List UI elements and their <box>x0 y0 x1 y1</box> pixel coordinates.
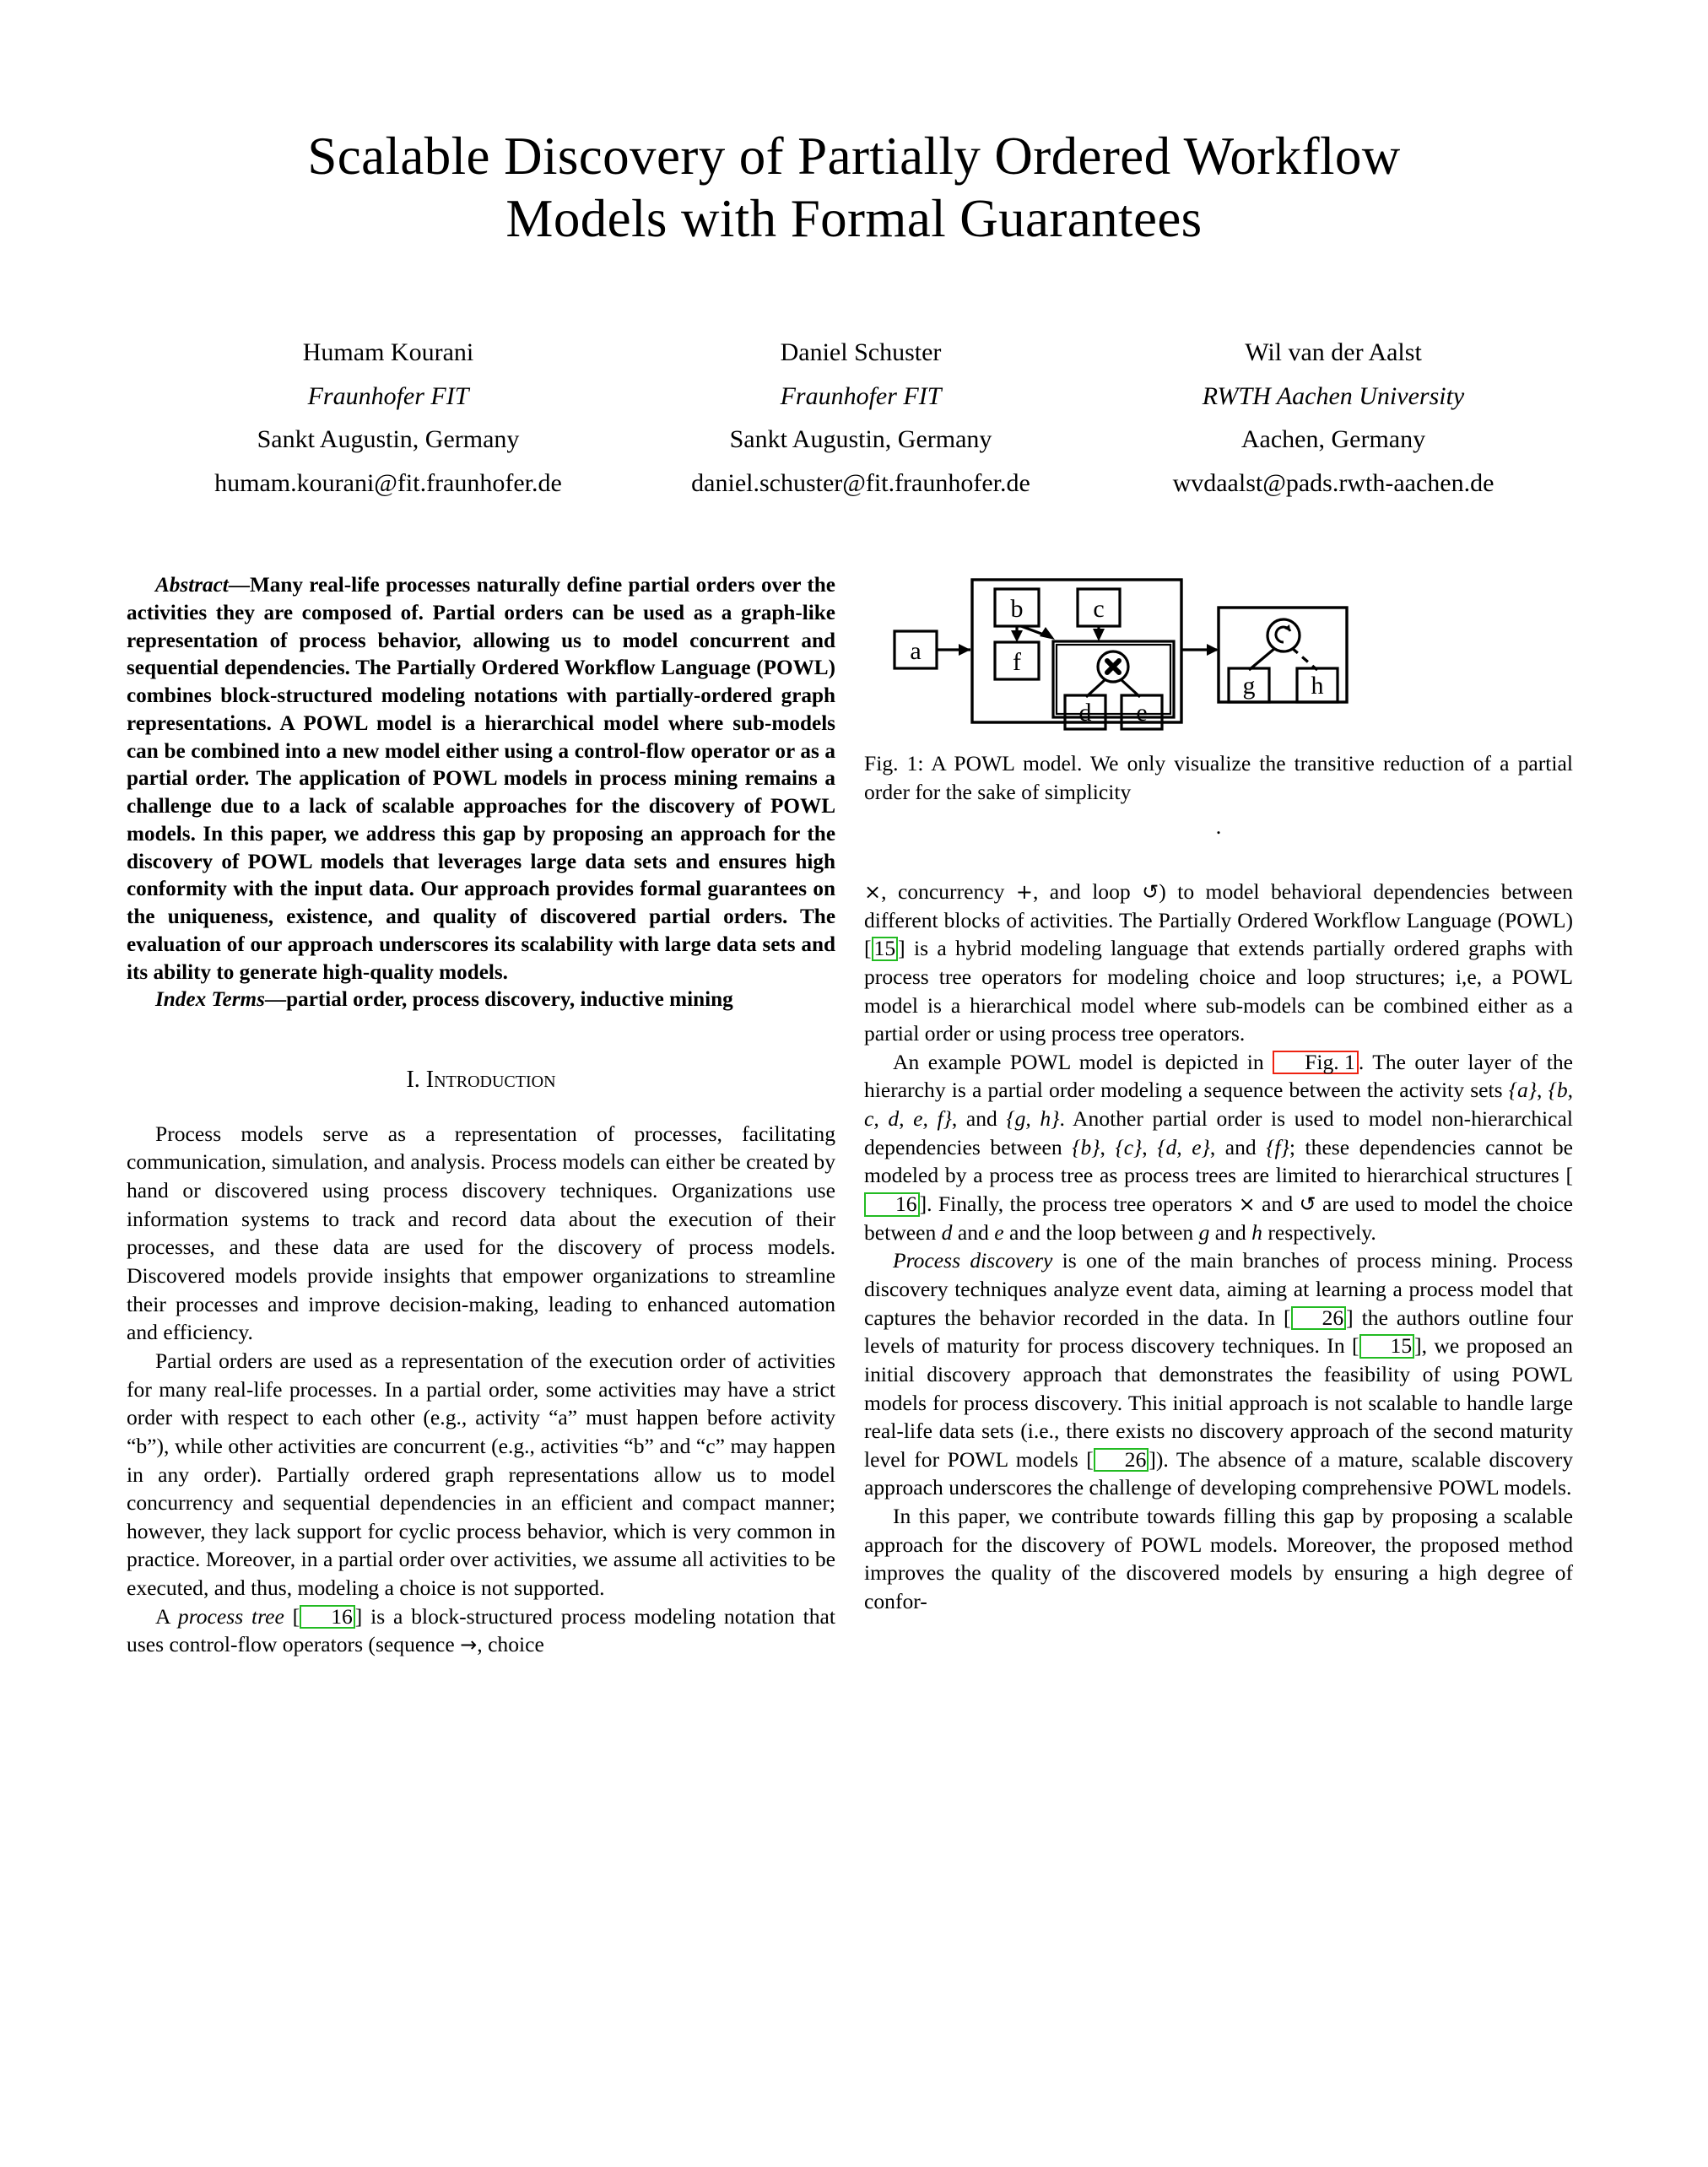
section-heading-introduction <box>127 1065 835 1096</box>
index-terms-label: Index Terms <box>155 988 265 1012</box>
text-fragment: , and loop <box>1032 879 1143 904</box>
citation-link[interactable]: 26 <box>1291 1306 1347 1331</box>
citation-link[interactable]: 16 <box>864 1192 920 1217</box>
spacer <box>127 1014 835 1065</box>
index-terms-text: partial order, process discovery, inductive mining <box>286 988 733 1012</box>
text-fragment: , and <box>951 1106 1007 1132</box>
text-fragment: and <box>1255 1192 1300 1217</box>
text-fragment: are used to model the choice between <box>864 1192 1573 1245</box>
right-column <box>864 878 1573 1616</box>
author-email: wvdaalst@pads.rwth-aachen.de <box>1172 468 1494 497</box>
text-fragment: is a block-structured process modeling notation that uses control-flow operators (sequence <box>127 1603 835 1657</box>
loop-operator-icon: ↺ <box>1299 1192 1316 1217</box>
figure-caption <box>864 749 1573 807</box>
powl-model-diagram <box>864 564 1573 732</box>
activity-set: {b, c, d, e, f} <box>864 1078 1574 1132</box>
text-fragment: A <box>155 1603 178 1629</box>
xor-subtree-container-inner <box>1057 645 1170 714</box>
text-fragment: ) to model behavioral dependencies between different blocks of activities. The Partially Ordered Workflow Language (POWL) <box>864 879 1573 932</box>
text-fragment: An example POWL model is depicted in <box>893 1049 1273 1074</box>
text-fragment: ). The absence of a mature, scalable discovery approach underscores the challenge of developing comprehensive POWL models. <box>864 1446 1573 1500</box>
abstract-paragraph <box>127 572 835 986</box>
activity-set: {g, h} <box>1006 1106 1060 1132</box>
title-line-1: Scalable Discovery of Partially Ordered Workflow <box>307 127 1401 186</box>
body-paragraph-contribution: In this paper, we contribute towards filling this gap by proposing a scalable approach for the discovery of POWL models. Moreover, the proposed method improves the quality of the discovered models by ensuring a high degree of confor- <box>864 1504 1573 1614</box>
activity-h: h <box>1251 1219 1262 1245</box>
activity-g: g <box>1198 1219 1210 1245</box>
activity-d: d <box>941 1219 953 1245</box>
author-name: Humam Kourani <box>302 338 474 366</box>
figure-reference-link[interactable]: Fig. 1 <box>1273 1051 1359 1075</box>
text-fragment: is one of the main branches of process mining. Process discovery techniques analyze event data, aiming at learning a process model that captures the behavior recorded in the data. In <box>864 1248 1573 1330</box>
arrow-icon: → <box>460 1633 478 1657</box>
text-fragment: and <box>1209 1219 1252 1245</box>
body-paragraph-process-discovery: Process discovery is one of the main branches of process mining. Process discovery techniques analyze event data, aiming at learning a process model that captures the behavior recorded in the data. In [ 26 ] the authors outline four levels of maturity for process discovery techniques. In [ 15 ], we proposed an initial discovery approach that demonstrates the feasibility of using POWL models for process discovery. This initial approach is not scalable to handle large real-life data sets (i.e., there exists no discovery approach of the second maturity level for POWL models [ 26 ]). The absence of a mature, scalable discovery approach underscores the challenge of developing comprehensive POWL models. <box>864 1248 1573 1500</box>
node-g-label: g <box>1242 672 1256 700</box>
citation-link[interactable]: 15 <box>872 937 899 961</box>
author-affiliation: Fraunhofer FIT <box>307 381 469 410</box>
figure-stray-period: . <box>1215 814 1222 839</box>
body-paragraph-example-model: An example POWL model is depicted in Fig. 1 . The outer layer of the hierarchy is a partial order modeling a sequence between the activity sets {a}, {b, c, d, e, f}, and {g, h}. Another partial order is used to model non-hierarchical dependencies between {b}, {c}, {d, e}, and {f}; these dependencies cannot be modeled by a process tree as process trees are limited to hierarchical structures [16 ]. Finally, the process tree operators × and ↺ are used to model the choice between d and e and the loop between g and h respectively. <box>864 1049 1574 1245</box>
author-entry-3 <box>1097 331 1570 505</box>
citation-link[interactable]: 15 <box>1359 1334 1415 1359</box>
xor-operator-icon <box>1107 661 1119 673</box>
index-terms-paragraph <box>127 986 835 1014</box>
text-fragment: and <box>952 1219 995 1245</box>
arrowhead <box>1040 627 1055 640</box>
author-affiliation: Fraunhofer FIT <box>780 381 942 410</box>
text-fragment: , <box>1142 1134 1158 1159</box>
arrowhead <box>959 644 970 656</box>
text-fragment: , and <box>1209 1134 1267 1159</box>
section-number: I. <box>406 1067 420 1093</box>
text-fragment: and the loop between <box>1003 1219 1199 1245</box>
author-entry-2 <box>624 331 1097 505</box>
text-fragment: is a hybrid modeling language that extends partially ordered graphs with process tree operators for modeling choice and loop structures; i,e, a POWL model is a hierarchical model where sub-models can be combined either as a partial order or using process tree operators. <box>864 936 1573 1046</box>
text-fragment: . The outer layer of the hierarchy is a partial order modeling a sequence between the activity sets <box>864 1049 1573 1103</box>
author-name: Wil van der Aalst <box>1245 338 1422 366</box>
plus-operator-icon: + <box>1015 880 1033 904</box>
body-paragraph: Partial orders are used as a representation of the execution order of activities for many real-life processes. In a partial order, some activities may have a strict order with respect to each other (e.g., activity “a” must happen before activity “b”), while other activities are concurrent (e.g., activities “b” and “c” may happen in any order). Partially ordered graph representations allow us to model concurrency and sequential dependencies in an efficient and compact manner; however, they lack support for cyclic process behavior, which is very common in practice. Moreover, in a partial order over activities, we assume all activities to be executed, and thus, modeling a choice is not supported. <box>127 1348 835 1601</box>
title-line-2: Models with Formal Guarantees <box>505 189 1203 249</box>
section-title: Introduction <box>425 1067 556 1093</box>
author-name: Daniel Schuster <box>780 338 942 366</box>
text-fragment <box>284 1604 293 1629</box>
figure-caption-text: A POWL model. We only visualize the transitive reduction of a partial order for the sake of simplicity <box>864 751 1573 804</box>
abstract-text: Many real-life processes naturally define partial orders over the activities they are composed of. Partial orders can be used as a graph-like representation of process behavior, allowing us to model concurrent and sequential dependencies. The Partially Ordered Workflow Language (POWL) combines block-structured modeling notations with partially-ordered graph representations. A POWL model is a hierarchical model where sub-models can be combined into a new model either using a control-flow operator or as a partial order. The application of POWL models in process mining remains a challenge due to a lack of scalable approaches for the discovery of POWL models. In this paper, we address this gap by proposing an approach for the discovery of POWL models that leverages large data sets and ensures high conformity with the input data. Our approach provides formal guarantees on the uniqueness, existence, and quality of discovered partial orders. The evaluation of our approach underscores its scalability with large data sets and its ability to generate high-quality models. <box>127 574 835 984</box>
citation-link[interactable]: 16 <box>300 1605 355 1629</box>
arrowhead <box>1093 629 1105 641</box>
times-operator-icon: × <box>1238 1192 1256 1217</box>
spacer <box>127 1096 835 1120</box>
text-fragment: . Finally, the process tree operators <box>927 1192 1239 1217</box>
author-location: Sankt Augustin, Germany <box>257 425 520 454</box>
text-fragment: , <box>1100 1134 1116 1159</box>
text-fragment: respectively. <box>1262 1219 1376 1245</box>
loop-operator-icon <box>1276 624 1290 642</box>
activity-set: {f} <box>1266 1134 1289 1159</box>
author-block <box>152 331 1570 505</box>
term-process-discovery: Process discovery <box>893 1248 1053 1273</box>
arrowhead <box>1011 630 1023 642</box>
text-fragment: ; these dependencies cannot be modeled by a process tree as process trees are limited to hierarchical structures <box>864 1134 1573 1188</box>
activity-set: {d, e} <box>1157 1134 1210 1159</box>
node-d-label: d <box>1078 699 1092 727</box>
activity-e: e <box>994 1219 1004 1245</box>
text-fragment: . Another partial order is used to model non-hierarchical dependencies between <box>864 1106 1573 1159</box>
term-process-tree: process tree <box>177 1603 284 1629</box>
figure-caption-label: Fig. 1: <box>864 751 924 775</box>
node-h-label: h <box>1311 672 1324 700</box>
text-fragment: the authors outline four levels of maturity for process discovery techniques. In <box>864 1305 1573 1359</box>
node-b-label: b <box>1010 595 1024 623</box>
node-c-label: c <box>1093 595 1105 623</box>
abstract-label: Abstract <box>155 574 229 597</box>
node-f-label: f <box>1013 648 1021 676</box>
index-terms-dash: — <box>264 988 287 1012</box>
activity-set: {c} <box>1115 1134 1143 1159</box>
page-title <box>127 125 1581 251</box>
left-column <box>127 572 835 1659</box>
times-operator-icon: × <box>864 880 882 904</box>
body-paragraph-powl-definition: ×, concurrency +, and loop ↺) to model behavioral dependencies between different blocks of activities. The Partially Ordered Workflow Language (POWL) [ 15 ] is a hybrid modeling language that extends partially ordered graphs with process tree operators for modeling choice and loop structures; i,e, a POWL model is a hierarchical model where sub-models can be combined either as a partial order or using process tree operators. <box>864 879 1573 1046</box>
author-affiliation: RWTH Aachen University <box>1202 381 1465 410</box>
arrowhead <box>1207 644 1219 656</box>
author-location: Aachen, Germany <box>1240 425 1426 454</box>
author-entry-1 <box>152 331 624 505</box>
body-paragraph-process-tree: A process tree [ 16 ] is a block-structured process modeling notation that uses control-flow operators (sequence →, choice <box>127 1603 835 1657</box>
figure-1-powl-model <box>864 564 1573 732</box>
loop-operator-icon: ↺ <box>1142 880 1159 904</box>
author-email: daniel.schuster@fit.fraunhofer.de <box>691 468 1030 497</box>
activity-set: {a} <box>1508 1078 1538 1103</box>
text-fragment: , choice <box>477 1632 544 1657</box>
node-a-label: a <box>910 637 922 665</box>
citation-link[interactable]: 26 <box>1094 1448 1149 1473</box>
text-fragment: , <box>1537 1078 1549 1103</box>
loop-subtree-container <box>1219 608 1347 702</box>
activity-set: {b} <box>1072 1134 1100 1159</box>
node-e-label: e <box>1136 699 1148 727</box>
author-email: humam.kourani@fit.fraunhofer.de <box>214 468 562 497</box>
author-location: Sankt Augustin, Germany <box>729 425 992 454</box>
abstract-dash: — <box>228 574 250 597</box>
text-fragment: , we proposed an initial discovery approach that demonstrates the feasibility of using POWL models for process discovery. This initial approach is not scalable to handle large real-life data sets (i.e., there exists no discovery approach of the second maturity level for POWL models <box>864 1333 1573 1472</box>
loop-operator-circle <box>1267 619 1300 651</box>
body-paragraph: Process models serve as a representation of processes, facilitating communication, simulation, and analysis. Process models can either be created by hand or discovered using process discovery techniques. Organizations use information systems to track and record data about the execution of their processes, and these data are used for the discovery of process models. Discovered models provide insights that empower organizations to streamline their processes and improve decision-making, leading to enhanced automation and efficiency. <box>127 1121 835 1345</box>
text-fragment: , concurrency <box>881 879 1016 904</box>
